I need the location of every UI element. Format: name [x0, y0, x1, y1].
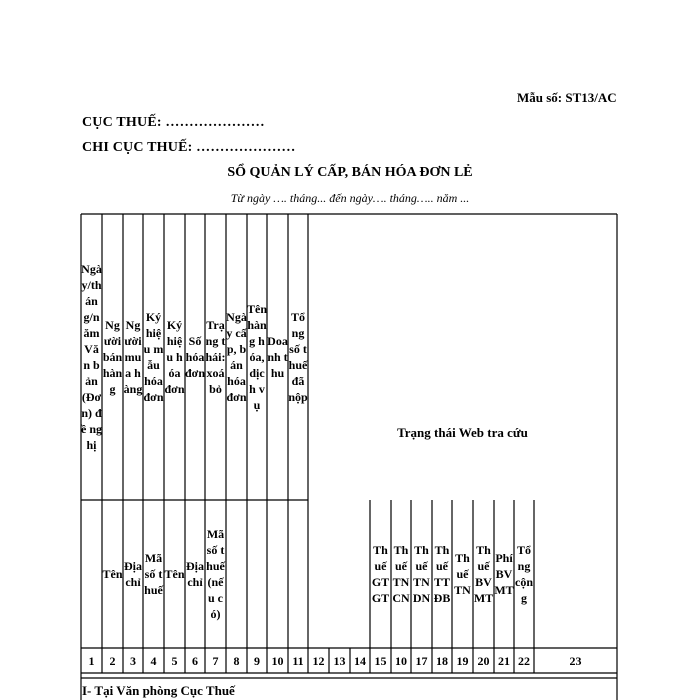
col-number: 14 — [354, 653, 366, 668]
sub-vat: Thuế GTGT — [371, 543, 390, 605]
col-number: 21 — [498, 653, 510, 668]
col-number: 4 — [150, 653, 157, 668]
document-title: SỔ QUẢN LÝ CẤP, BÁN HÓA ĐƠN LẺ — [227, 165, 473, 180]
sub-environment-fee: Phí BVMT — [494, 551, 514, 597]
col-number: 10 — [271, 653, 284, 668]
col-number: 19 — [456, 653, 469, 668]
col-number: 23 — [569, 653, 582, 668]
sub-special-consumption: Thuế TTĐB — [433, 543, 451, 605]
col-number: 7 — [212, 653, 219, 668]
sub-seller-name: Tên — [102, 567, 123, 581]
col-number: 10 — [395, 653, 407, 668]
chi-cuc-thue-line: CHI CỤC THUẾ: ………………… — [82, 140, 296, 155]
sub-buyer-name: Tên — [164, 567, 185, 581]
col-seller-header: Người bán hàng — [102, 318, 123, 396]
sub-buyer-tax-code: Mã số thuế (nếu có) — [206, 527, 225, 621]
col-number: 17 — [415, 653, 428, 668]
sub-seller-tax-code: Mã số thuế — [144, 551, 163, 597]
col-number: 13 — [333, 653, 346, 668]
col-number: 15 — [374, 653, 387, 668]
col-number: 3 — [130, 653, 136, 668]
col-number: 6 — [192, 653, 198, 668]
form-code: Mẫu số: ST13/AC — [517, 90, 617, 105]
col-buyer-header: Người mua hàng — [123, 318, 143, 396]
col-issue-date-header: Ngày cấp, bán hóa đơn — [226, 310, 247, 404]
sub-total: Tổng cộng — [515, 543, 533, 605]
web-status-label: Trạng thái Web tra cứu — [397, 425, 528, 440]
col-invoice-symbol-header: Ký hiệu hóa đơn — [164, 318, 185, 396]
col-number: 11 — [292, 653, 304, 668]
col-number: 22 — [518, 653, 530, 668]
sub-seller-address: Địa chỉ — [124, 559, 142, 589]
col-number: 5 — [171, 653, 178, 668]
date-range-subtitle: Từ ngày …. tháng... đến ngày…. tháng….. năm ... — [230, 191, 470, 205]
col-status-cancelled-header: Trạng thái: xoá bỏ — [205, 318, 226, 396]
col-number: 20 — [477, 653, 490, 668]
sub-resource-tax: Thuế TN — [454, 551, 471, 597]
col-total-tax-paid-header: Tổng số thuế đã nộp — [288, 310, 308, 404]
sub-cit: Thuế TNDN — [412, 543, 431, 605]
col-invoice-number-header: Số hóa đơn — [185, 334, 205, 380]
col-number: 2 — [109, 653, 116, 668]
sub-pit: Thuế TNCN — [392, 543, 410, 605]
sub-environment-tax: Thuế BVMT — [473, 543, 494, 605]
col-number: 8 — [233, 653, 240, 668]
col-number: 1 — [88, 653, 95, 668]
sub-buyer-address: Địa chỉ — [186, 559, 204, 589]
col-goods-name-header: Tên hàng hóa, dịch vụ — [247, 302, 268, 412]
col-invoice-form-symbol-header: Ký hiệu mẫu hóa đơn — [143, 310, 164, 404]
col-date-request-header: Ngày/tháng/năm Văn bản (Đơn) đề nghị — [81, 262, 102, 452]
cuc-thue-line: CỤC THUẾ: ………………… — [82, 115, 265, 130]
col-number: 12 — [312, 653, 325, 668]
col-number: 18 — [436, 653, 448, 668]
col-number: 9 — [254, 653, 260, 668]
col-revenue-header: Doanh thu — [267, 334, 288, 380]
section-heading: I- Tại Văn phòng Cục Thuế — [82, 683, 235, 698]
